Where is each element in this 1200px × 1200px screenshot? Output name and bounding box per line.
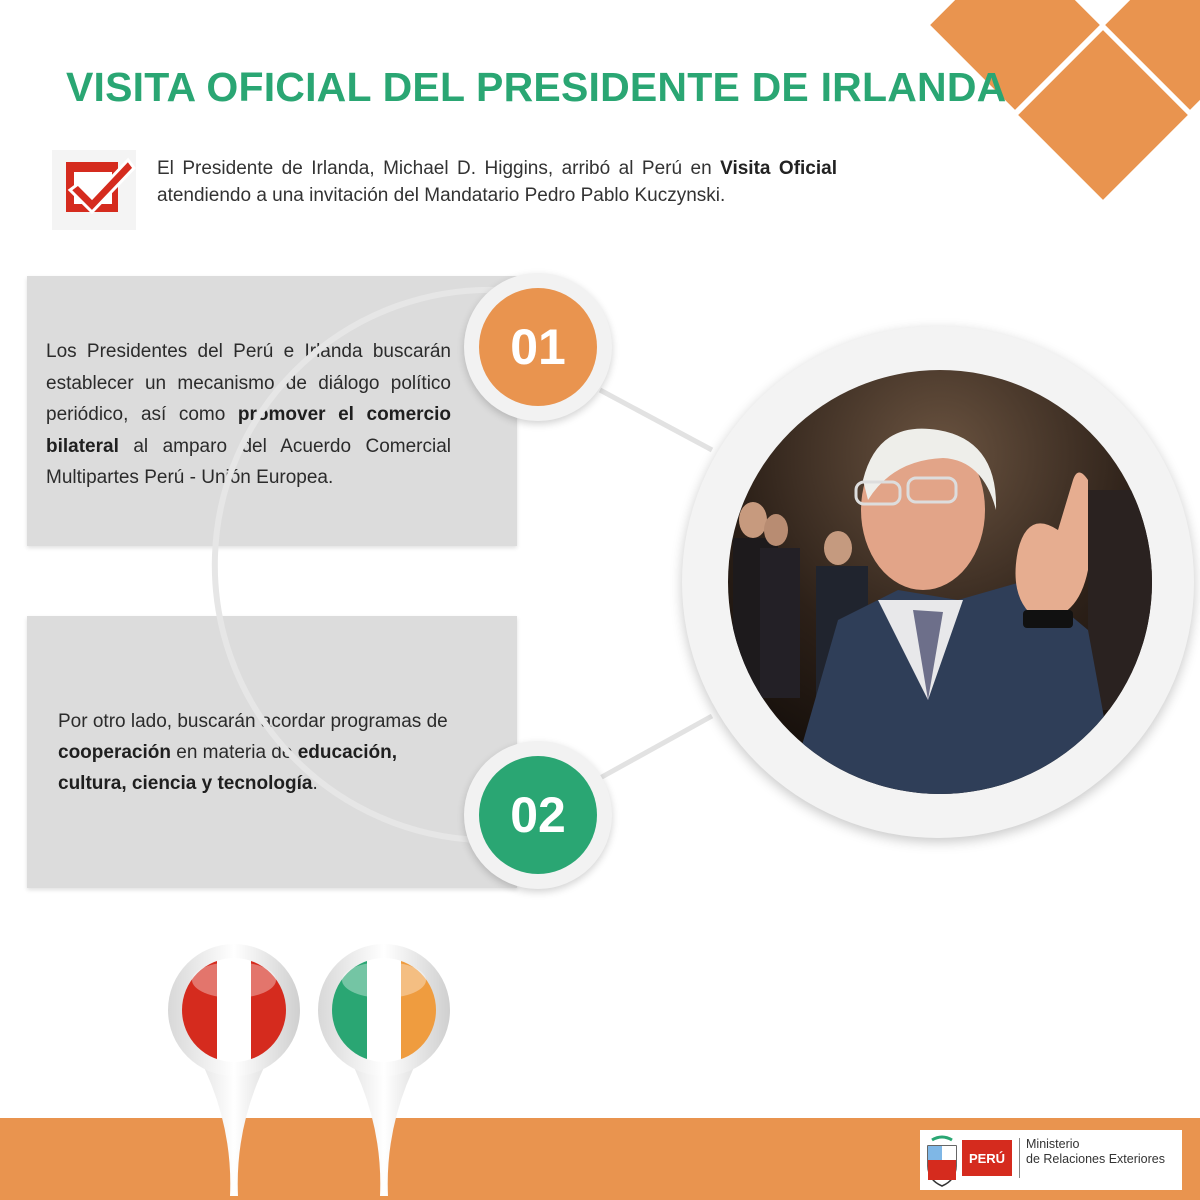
- point-2-bold-a: cooperación: [58, 742, 171, 763]
- peru-label: PERÚ: [962, 1140, 1012, 1176]
- intro-text-2: atendiendo a una invitación del Mandatario Pedro Pablo Kuczynski.: [157, 185, 726, 206]
- point-1-bold: promover el comercio bilateral: [46, 404, 451, 457]
- intro-text-1: El Presidente de Irlanda, Michael D. Higgins, arribó al Perú en: [157, 158, 721, 179]
- point-1-text-a: Los Presidentes del Perú e Irlanda buscarán establecer un mecanismo de diálogo político periódico, así como: [46, 341, 451, 425]
- ministry-line-2: de Relaciones Exteriores: [1026, 1152, 1165, 1166]
- ireland-flag-pin: [314, 938, 454, 1198]
- intro-bold: Visita Oficial: [720, 158, 837, 179]
- ministry-line-1: Ministerio: [1026, 1137, 1080, 1151]
- ministry-name: [1026, 1137, 1165, 1167]
- number-badge-1: 01: [479, 288, 597, 406]
- peru-flag-pin: [164, 938, 304, 1198]
- point-2-text-a: Por otro lado, buscarán acordar programas de: [58, 711, 448, 732]
- point-2-text-c: .: [312, 773, 318, 794]
- point-2-text-b: en materia de: [170, 742, 298, 763]
- point-1-text-b: al amparo del Acuerdo Comercial Multipartes Perú - Unión Europea.: [46, 435, 451, 488]
- coat-of-arms-icon: [922, 1132, 962, 1188]
- president-photo: [728, 370, 1152, 794]
- page-title: VISITA OFICIAL DEL PRESIDENTE DE IRLANDA: [66, 64, 1007, 110]
- ministry-divider: [1019, 1138, 1020, 1178]
- point-2-bold-b: educación, cultura, ciencia y tecnología: [58, 742, 397, 794]
- number-badge-2: 02: [479, 756, 597, 874]
